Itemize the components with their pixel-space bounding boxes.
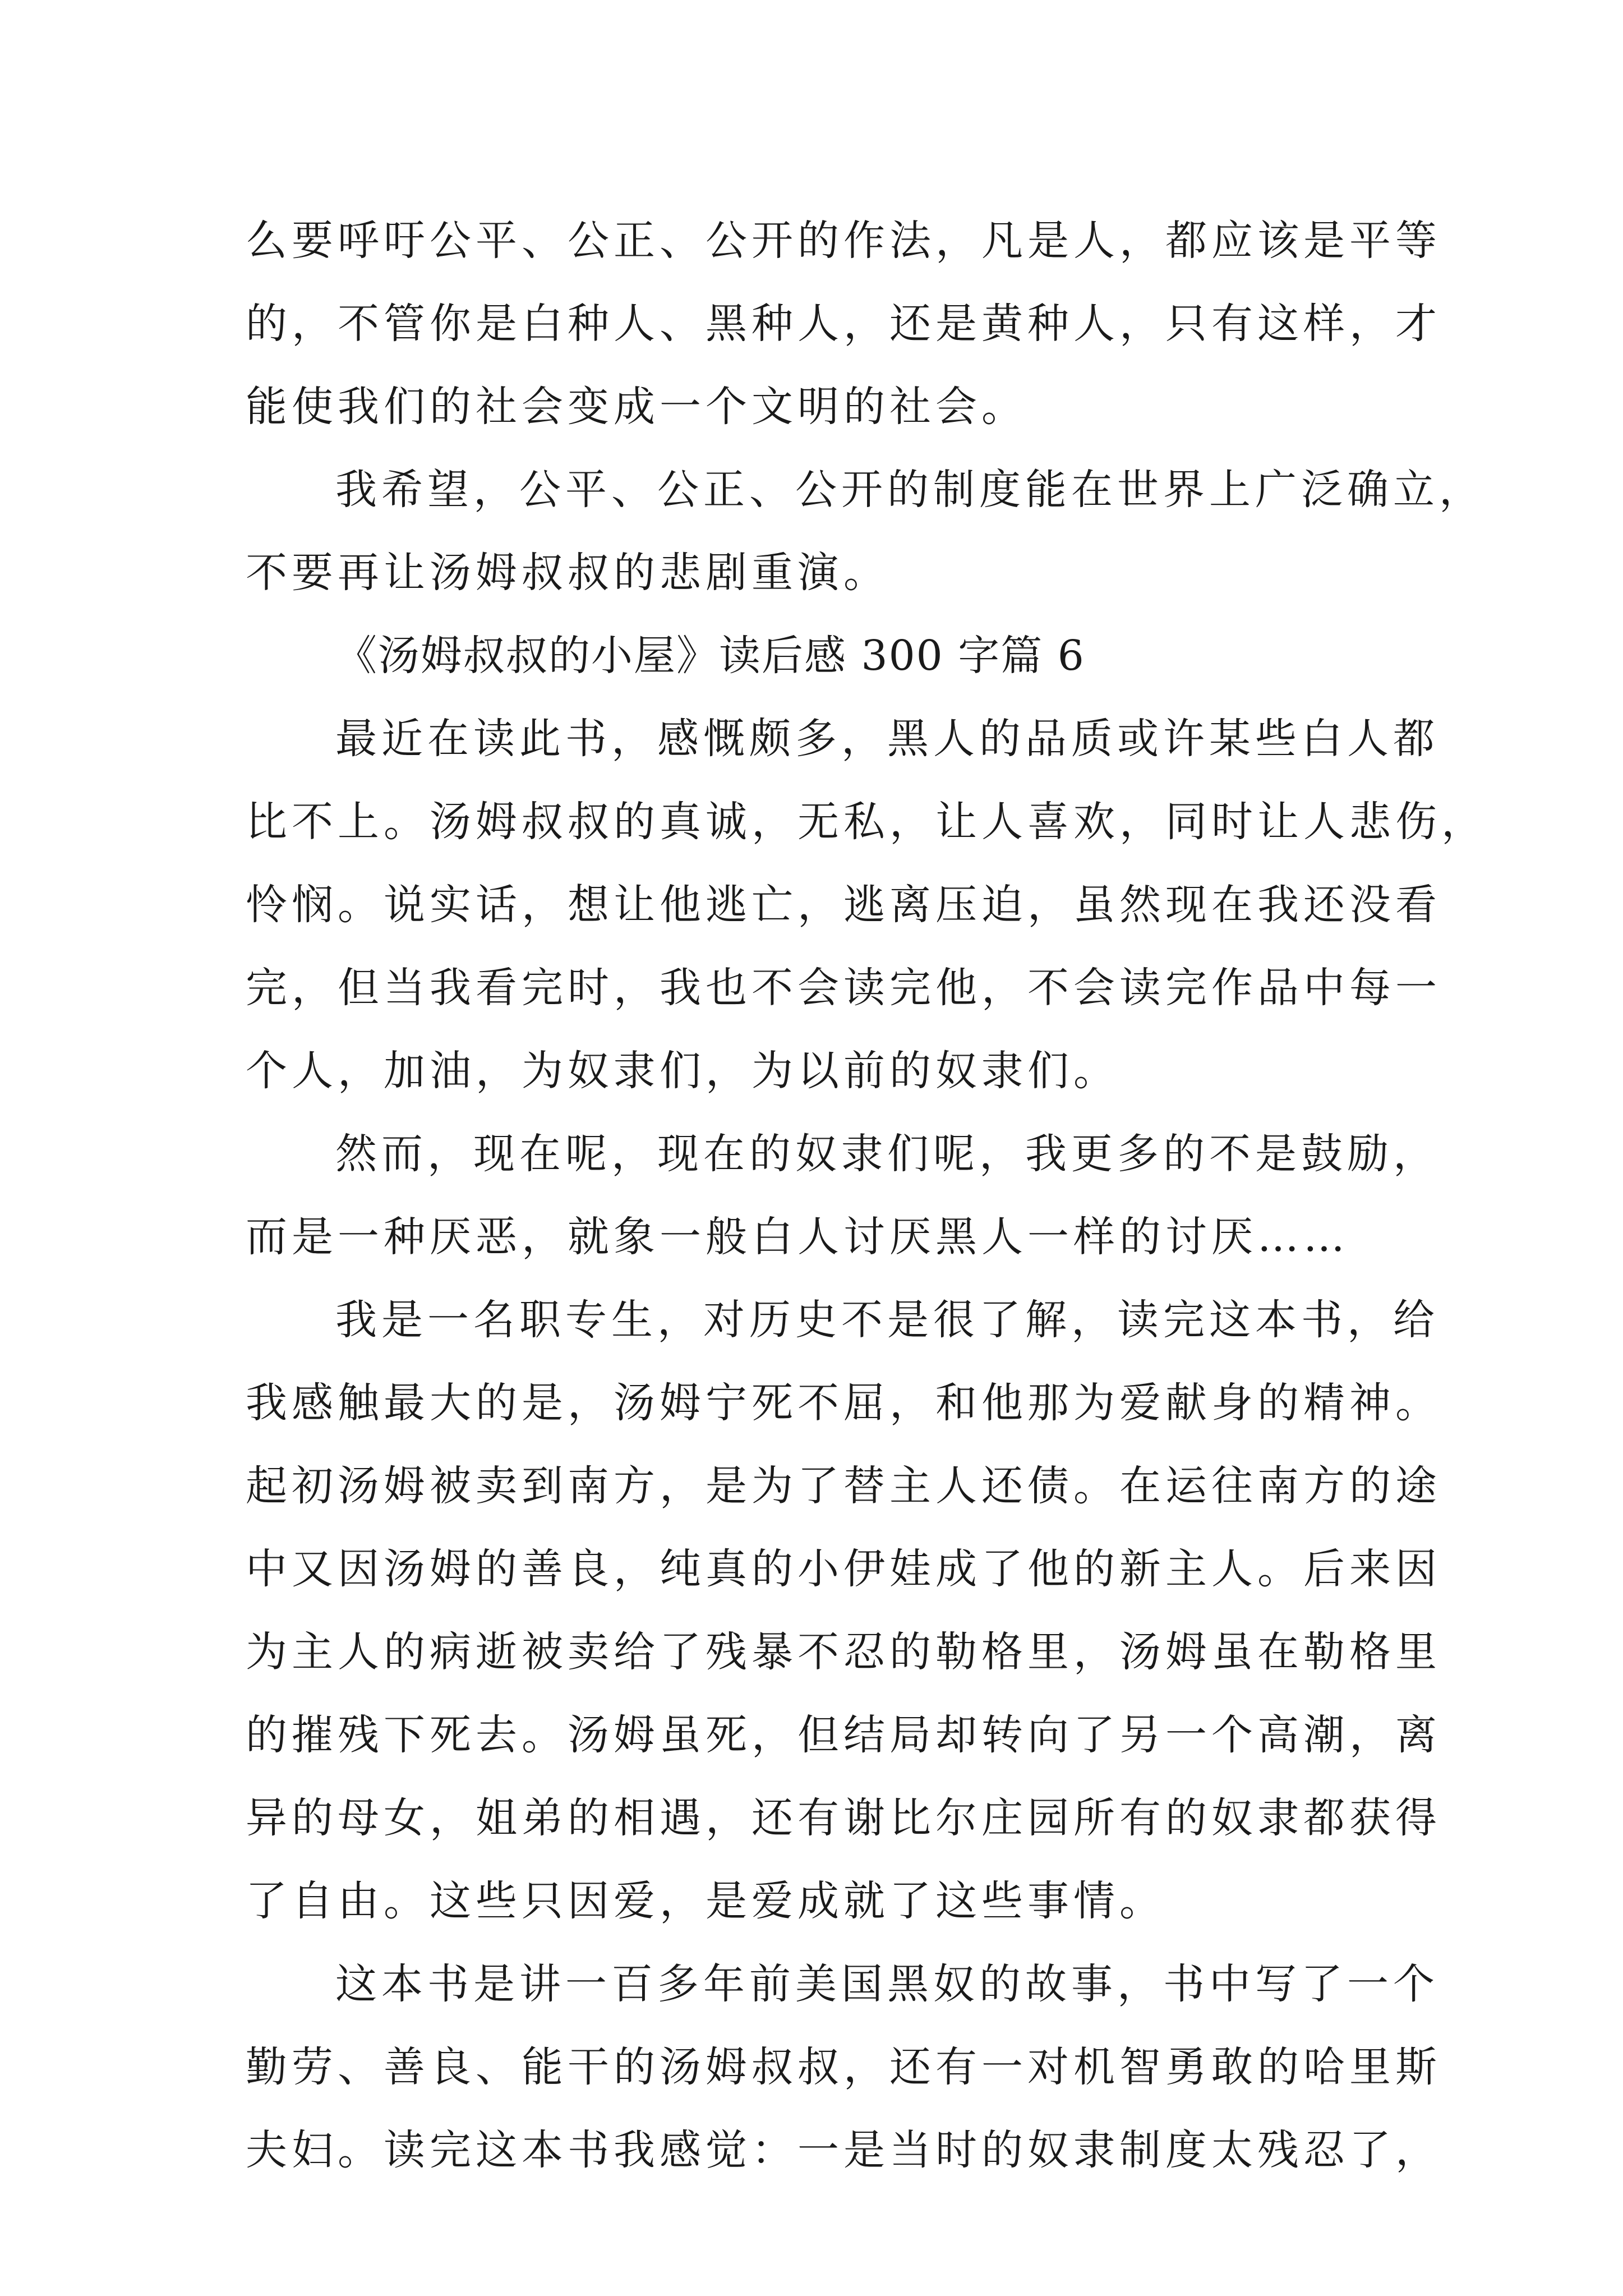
text-line: 怜悯。说实话，想让他逃亡，逃离压迫，虽然现在我还没看 <box>246 881 1441 929</box>
paragraph-start-line: 然而，现在呢，现在的奴隶们呢，我更多的不是鼓励， <box>335 1130 1439 1178</box>
paragraph-start-line: 最近在读此书，感慨颇多，黑人的品质或许某些白人都 <box>335 715 1439 763</box>
text-line: 而是一种厌恶，就象一般白人讨厌黑人一样的讨厌…… <box>246 1213 1349 1261</box>
text-line: 为主人的病逝被卖给了残暴不忍的勒格里，汤姆虽在勒格里 <box>246 1628 1441 1676</box>
text-line: 完，但当我看完时，我也不会读完他，不会读完作品中每一 <box>246 964 1441 1012</box>
text-line: 不要再让汤姆叔叔的悲剧重演。 <box>246 549 889 597</box>
text-line: 夫妇。读完这本书我感觉：一是当时的奴隶制度太残忍了， <box>246 2126 1441 2174</box>
text-line: 能使我们的社会变成一个文明的社会。 <box>246 383 1027 431</box>
section-heading: 《汤姆叔叔的小屋》读后感 300 字篇 6 <box>335 632 1085 680</box>
text-line: 比不上。汤姆叔叔的真诚，无私，让人喜欢，同时让人悲伤， <box>246 798 1487 846</box>
document-body <box>246 199 1487 2192</box>
text-line: 个人，加油，为奴隶们，为以前的奴隶们。 <box>246 1047 1119 1095</box>
text-line: 勤劳、善良、能干的汤姆叔叔，还有一对机智勇敢的哈里斯 <box>246 2043 1441 2091</box>
text-line: 起初汤姆被卖到南方，是为了替主人还债。在运往南方的途 <box>246 1462 1441 1510</box>
text-line: 中又因汤姆的善良，纯真的小伊娃成了他的新主人。后来因 <box>246 1545 1441 1593</box>
text-line: 我感触最大的是，汤姆宁死不屈，和他那为爱献身的精神。 <box>246 1379 1441 1427</box>
paragraph-start-line: 这本书是讲一百多年前美国黑奴的故事，书中写了一个 <box>335 1960 1439 2008</box>
text-line: 的，不管你是白种人、黑种人，还是黄种人，只有这样，才 <box>246 300 1441 348</box>
text-line: 异的母女，姐弟的相遇，还有谢比尔庄园所有的奴隶都获得 <box>246 1794 1441 1842</box>
text-line: 么要呼吁公平、公正、公开的作法，凡是人，都应该是平等 <box>246 217 1441 265</box>
text-line: 了自由。这些只因爱，是爱成就了这些事情。 <box>246 1877 1165 1925</box>
text-line: 的摧残下死去。汤姆虽死，但结局却转向了另一个高潮，离 <box>246 1711 1441 1759</box>
paragraph-start-line: 我希望，公平、公正、公开的制度能在世界上广泛确立， <box>335 466 1485 514</box>
paragraph-start-line: 我是一名职专生，对历史不是很了解，读完这本书，给 <box>335 1296 1439 1344</box>
